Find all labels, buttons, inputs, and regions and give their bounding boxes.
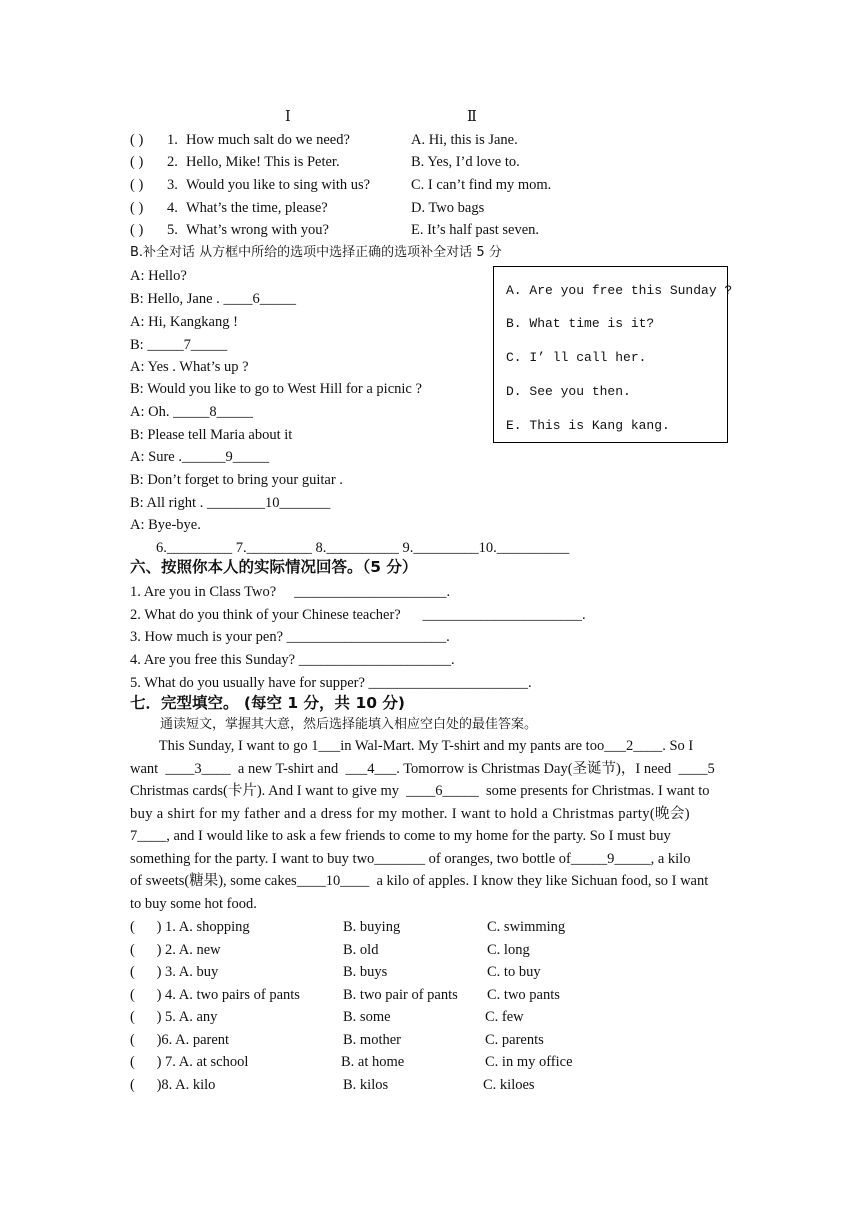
matching-answer: E. It’s half past seven.	[411, 222, 540, 238]
dialogue-line: B: _____7_____	[130, 337, 228, 353]
section-6-title: 六、按照你本人的实际情况回答。（5 分）	[130, 558, 418, 576]
answer-bracket[interactable]: ( )	[130, 177, 144, 193]
choice-row-q[interactable]: ( )8. A. kilo	[130, 1077, 216, 1093]
choice-c[interactable]: C. to buy	[487, 964, 541, 980]
option-d: D. See you then.	[506, 384, 631, 399]
answer-blanks-line[interactable]: 6._________ 7._________ 8.__________ 9._________10.__________	[156, 540, 570, 556]
choice-b[interactable]: B. buys	[343, 964, 388, 980]
passage-line: This Sunday, I want to go 1___in Wal-Mart. My T-shirt and my pants are too___2____. So I	[130, 738, 694, 754]
passage-line: Christmas cards(卡片). And I want to give my ____6_____ some presents for Christmas. I want to	[130, 783, 710, 799]
choice-b[interactable]: B. mother	[343, 1032, 401, 1048]
choice-c[interactable]: C. long	[487, 942, 530, 958]
choice-c[interactable]: C. kiloes	[483, 1077, 535, 1093]
matching-answer: C. I can’t find my mom.	[411, 177, 552, 193]
choice-row-q[interactable]: ( ) 5. A. any	[130, 1009, 218, 1025]
dialogue-line: B: Would you like to go to West Hill for a picnic ?	[130, 381, 422, 397]
choice-row-q[interactable]: ( ) 1. A. shopping	[130, 919, 250, 935]
matching-question: What’s wrong with you?	[186, 222, 329, 238]
question-number: 3.	[167, 177, 178, 193]
choice-row-q[interactable]: ( ) 3. A. buy	[130, 964, 219, 980]
dialogue-line: A: Sure .______9_____	[130, 449, 269, 465]
matching-answer: D. Two bags	[411, 200, 485, 216]
passage-line: to buy some hot food.	[130, 895, 257, 912]
section-7-instruction: 通读短文，掌握其大意，然后选择能填入相应空白处的最佳答案。	[160, 717, 538, 732]
matching-question: Would you like to sing with us?	[186, 177, 371, 193]
dialogue-line: B: Don’t forget to bring your guitar .	[130, 472, 343, 488]
section-7-title: 七．完型填空。 (每空 1 分，共 10 分)	[130, 694, 406, 712]
answer-bracket[interactable]: ( )	[130, 132, 144, 148]
dialogue-line: A: Hi, Kangkang !	[130, 314, 238, 330]
dialogue-line: A: Oh. _____8_____	[130, 404, 253, 420]
matching-answer: B. Yes, I’d love to.	[411, 154, 520, 170]
matching-question: Hello, Mike! This is Peter.	[186, 154, 340, 170]
choice-b[interactable]: B. some	[343, 1009, 391, 1025]
blank-7[interactable]: _____7_____	[147, 337, 228, 353]
choice-c[interactable]: C. few	[485, 1009, 524, 1025]
cloze-passage	[130, 735, 732, 915]
dialogue-line: A: Bye-bye.	[130, 517, 201, 533]
question-number: 4.	[167, 200, 178, 216]
question-number: 2.	[167, 154, 178, 170]
dialogue-section-title: B.补全对话 从方框中所给的选项中选择正确的选项补全对话 5 分	[130, 245, 502, 260]
answer-question[interactable]: 2. What do you think of your Chinese teacher? ______________________.	[130, 607, 586, 623]
dialogue-line: A: Yes . What’s up ?	[130, 359, 249, 375]
answer-bracket[interactable]: ( )	[130, 222, 144, 238]
matching-question: How much salt do we need?	[186, 132, 350, 148]
passage-line: something for the party. I want to buy two_______ of oranges, two bottle of_____9_____, a kilo	[130, 850, 691, 867]
choice-b[interactable]: B. buying	[343, 919, 401, 935]
blank-10[interactable]: ________10_______	[206, 495, 331, 511]
choice-c[interactable]: C. swimming	[487, 919, 566, 935]
question-number: 5.	[167, 222, 178, 238]
question-number: 1.	[167, 132, 178, 148]
answer-question[interactable]: 3. How much is your pen? ______________________.	[130, 629, 450, 645]
choice-row-q[interactable]: ( ) 2. A. new	[130, 942, 221, 958]
option-a: A. Are you free this Sunday ?	[506, 283, 733, 298]
choice-row-q[interactable]: ( ) 7. A. at school	[130, 1054, 249, 1070]
blank-6[interactable]: ____6_____	[223, 291, 296, 307]
blank-9[interactable]: ______9_____	[181, 449, 269, 465]
choice-b[interactable]: B. old	[343, 942, 379, 958]
choice-b[interactable]: B. kilos	[343, 1077, 389, 1093]
blank-8[interactable]: _____8_____	[173, 404, 253, 420]
dialogue-line: B: Please tell Maria about it	[130, 427, 293, 443]
option-b: B. What time is it?	[506, 316, 655, 331]
answer-question[interactable]: 4. Are you free this Sunday? _____________________.	[130, 652, 455, 668]
option-e: E. This is Kang kang.	[506, 418, 670, 433]
choice-c[interactable]: C. parents	[485, 1032, 544, 1048]
choice-c[interactable]: C. in my office	[485, 1054, 573, 1070]
options-box	[493, 266, 733, 443]
column-header-ii: Ⅱ	[467, 109, 477, 125]
passage-line: 7____, and I would like to ask a few friends to come to my home for the party. So I must buy	[130, 828, 671, 844]
option-c: C. I’ ll call her.	[506, 350, 647, 365]
dialogue-line: B: All right . ________10_______	[130, 495, 331, 511]
choice-row-q[interactable]: ( ) 4. A. two pairs of pants	[130, 987, 300, 1003]
choice-b[interactable]: B. at home	[341, 1054, 405, 1070]
column-header-i: Ⅰ	[285, 109, 291, 125]
matching-answer: A. Hi, this is Jane.	[411, 132, 518, 148]
answer-bracket[interactable]: ( )	[130, 154, 144, 170]
answer-question[interactable]: 5. What do you usually have for supper? ______________________.	[130, 675, 532, 691]
answer-bracket[interactable]: ( )	[130, 200, 144, 216]
answer-question[interactable]: 1. Are you in Class Two? _____________________.	[130, 584, 451, 600]
matching-question: What’s the time, please?	[186, 200, 328, 216]
dialogue-line: A: Hello?	[130, 268, 187, 284]
passage-line: want ____3____ a new T-shirt and ___4___. Tomorrow is Christmas Day(圣诞节)，I need ____5	[130, 760, 715, 777]
choice-b[interactable]: B. two pair of pants	[343, 987, 458, 1003]
passage-line: buy a shirt for my father and a dress for my mother. I want to hold a Christmas party(晚会)	[130, 805, 690, 822]
passage-line: of sweets(糖果), some cakes____10____ a kilo of apples. I know they like Sichuan food, so I want	[130, 873, 709, 889]
dialogue-line: B: Hello, Jane . ____6_____	[130, 291, 296, 307]
choice-row-q[interactable]: ( )6. A. parent	[130, 1032, 230, 1048]
choice-c[interactable]: C. two pants	[487, 987, 560, 1003]
